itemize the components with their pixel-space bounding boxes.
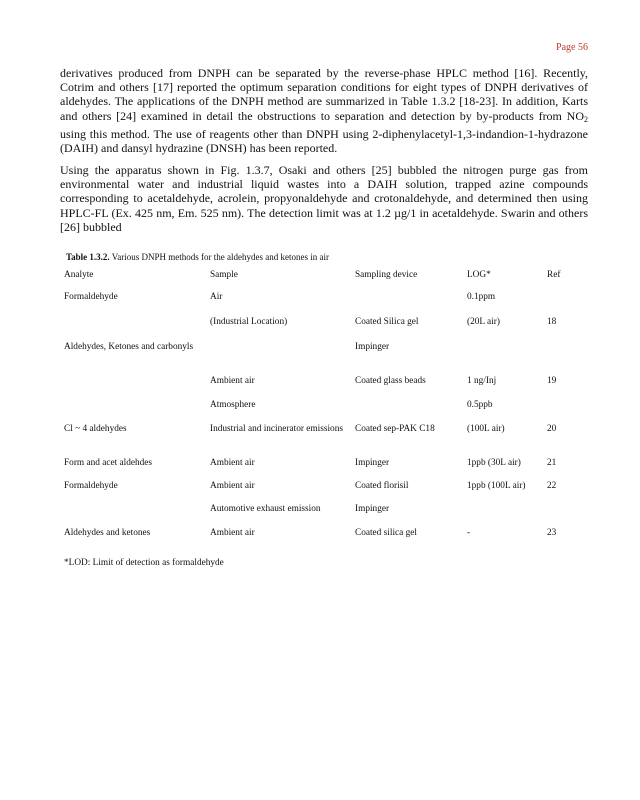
table-footnote: *LOD: Limit of detection as formaldehyde	[64, 558, 224, 568]
cell-log	[467, 504, 547, 528]
table-row	[64, 292, 577, 317]
cell-device: Coated Silica gel	[355, 317, 419, 327]
cell-sample: Air	[210, 292, 223, 302]
cell-analyte: Aldehydes and ketones	[64, 528, 151, 538]
cell-sample	[210, 342, 355, 376]
cell-sample: Ambient air	[210, 481, 255, 491]
cell-ref	[547, 342, 577, 376]
cell-sample: Automotive exhaust emission	[210, 504, 321, 514]
cell-analyte	[64, 400, 210, 424]
dnph-methods-table	[64, 270, 577, 550]
table-row	[64, 424, 577, 458]
cell-sample: Atmosphere	[210, 400, 256, 410]
cell-ref	[547, 504, 577, 528]
cell-log: (100L air)	[467, 424, 505, 434]
cell-ref	[547, 400, 577, 424]
paragraph-1	[60, 66, 588, 155]
table-row	[64, 317, 577, 342]
cell-device: Coated florisil	[355, 481, 409, 491]
cell-log	[467, 342, 547, 376]
header-log: LOG*	[467, 270, 491, 280]
cell-ref: 18	[547, 317, 557, 327]
cell-sample: Industrial and incinerator emissions	[210, 424, 343, 434]
cell-sample: (Industrial Location)	[210, 317, 288, 327]
cell-ref	[547, 292, 577, 317]
cell-ref: 22	[547, 481, 557, 491]
page-number: Page 56	[556, 42, 588, 53]
table-row	[64, 504, 577, 528]
cell-device: Coated silica gel	[355, 528, 417, 538]
cell-device: Impinger	[355, 458, 390, 468]
header-ref: Ref	[547, 270, 561, 280]
cell-ref: 21	[547, 458, 557, 468]
table-row	[64, 376, 577, 400]
table-row	[64, 458, 577, 481]
cell-analyte: Formaldehyde	[64, 481, 118, 491]
cell-log: 1ppb (30L air)	[467, 458, 521, 468]
cell-analyte: Aldehydes, Ketones and carbonyls	[64, 342, 194, 352]
table-row	[64, 342, 577, 376]
cell-ref: 20	[547, 424, 557, 434]
header-sampling-device: Sampling device	[355, 270, 418, 280]
table-row	[64, 400, 577, 424]
cell-log: 1 ng/Inj	[467, 376, 497, 386]
cell-device: Coated glass beads	[355, 376, 426, 386]
table-caption-label: Table 1.3.2.	[66, 252, 110, 262]
table-header-row	[64, 270, 577, 292]
cell-ref: 23	[547, 528, 557, 538]
cell-device: Impinger	[355, 504, 390, 514]
paragraph-1-text-cont: using this method. The use of reagents other than DNPH using 2-diphenylacetyl-1,3-indandion-1-hydrazone (DAIH) and dansyl hydrazine (DNSH) has been reported.	[60, 126, 588, 156]
cell-log: 0.5ppb	[467, 400, 493, 410]
paragraph-2: Using the apparatus shown in Fig. 1.3.7, Osaki and others [25] bubbled the nitrogen purge gas from environmental water and industrial liquid wastes into a DAIH solution, trapped azine compounds corresponding to acetaldehyde, acrolein, propyonaldehyde and crotonaldehyde, and determined then using HPLC-FL (Ex. 425 nm, Em. 525 nm). The detection limit was at 1.2 µg/1 in acetaldehyde. Swarin and others [26] bubbled	[60, 163, 588, 234]
cell-analyte: Formaldehyde	[64, 292, 118, 302]
header-sample: Sample	[210, 270, 238, 280]
paragraph-1-text: derivatives produced from DNPH can be separated by the reverse-phase HPLC method [16]. Recently, Cotrim and others [17] reported the optimum separation conditions for eight types of DNPH derivatives of aldehydes. The applications of the DNPH method are summarized in Table 1.3.2 [18-23]. In addition, Karts and others [24] examined in detail the obstructions to separation and detection by by-products from NO	[60, 66, 588, 123]
cell-log: 1ppb (100L air)	[467, 481, 526, 491]
cell-analyte	[64, 317, 210, 342]
cell-analyte: Cl ~ 4 aldehydes	[64, 424, 127, 434]
table-caption	[66, 252, 329, 262]
cell-sample: Ambient air	[210, 458, 255, 468]
table-row	[64, 481, 577, 504]
cell-log: -	[467, 528, 471, 538]
header-analyte: Analyte	[64, 270, 94, 280]
table-row	[64, 528, 577, 550]
cell-device	[355, 292, 467, 317]
cell-analyte: Form and acet aldehdes	[64, 458, 153, 468]
cell-log: 0.1ppm	[467, 292, 496, 302]
cell-sample: Ambient air	[210, 376, 255, 386]
subscript-2: 2	[584, 114, 588, 124]
cell-analyte	[64, 504, 210, 528]
cell-log: (20L air)	[467, 317, 500, 327]
cell-device: Impinger	[355, 342, 390, 352]
cell-device	[355, 400, 467, 424]
cell-device: Coated sep-PAK C18	[355, 424, 435, 434]
cell-ref: 19	[547, 376, 557, 386]
table-caption-text: Various DNPH methods for the aldehydes and ketones in air	[109, 252, 329, 262]
cell-sample: Ambient air	[210, 528, 255, 538]
cell-analyte	[64, 376, 210, 400]
